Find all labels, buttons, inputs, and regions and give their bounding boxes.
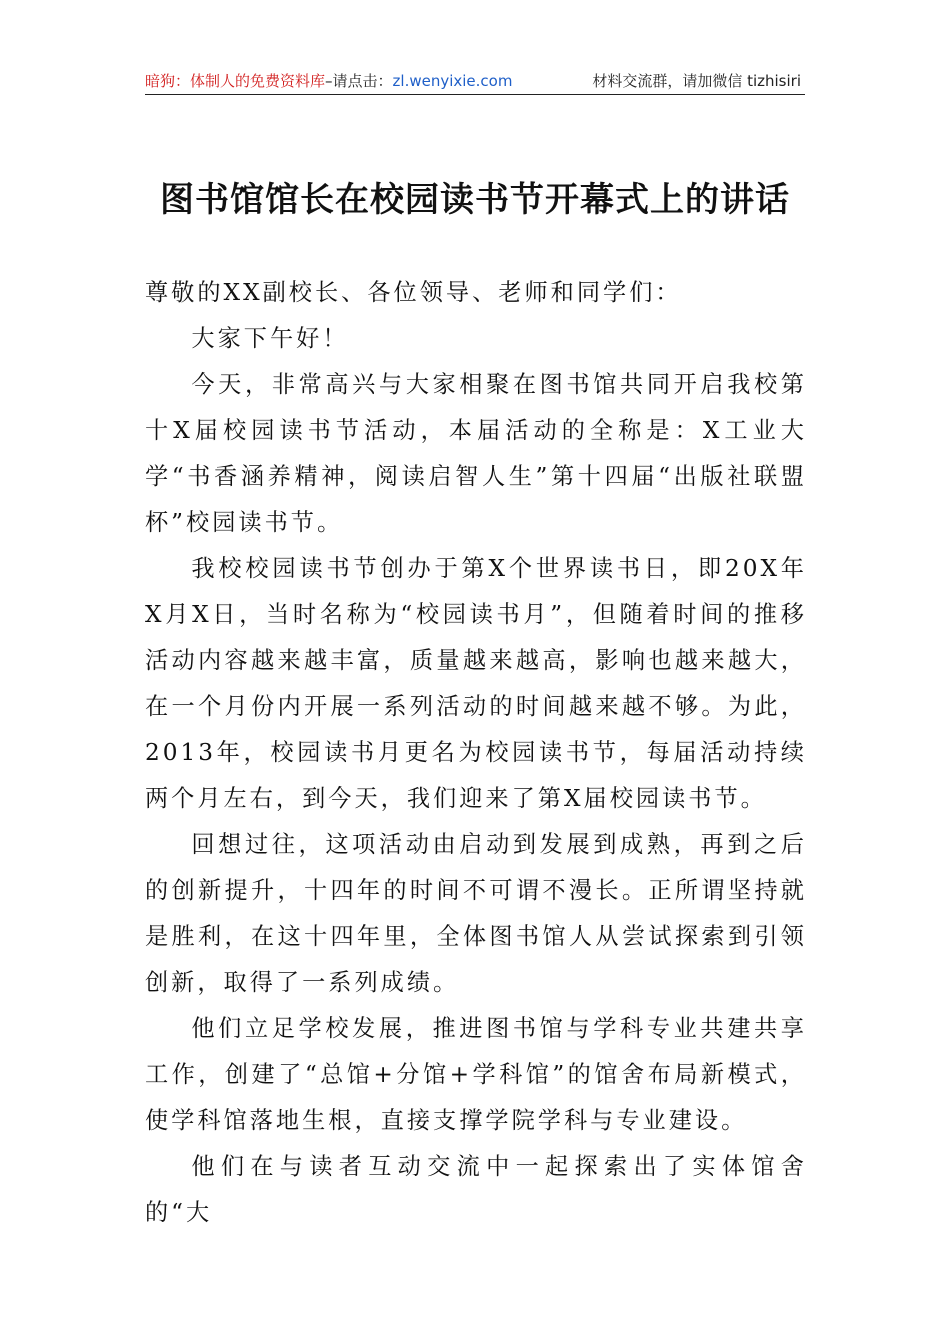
document-body [145,270,807,1236]
paragraph: 他们立足学校发展，推进图书馆与学科专业共建共享工作，创建了“总馆+分馆+学科馆”的馆舍布局新模式，使学科馆落地生根，直接支撑学院学科与专业建设。 [145,1015,807,1134]
contact-info: 材料交流群，请加微信 tizhisiri [592,72,801,90]
paragraph: 我校校园读书节创办于第X个世界读书日，即20X年X月X日，当时名称为“校园读书月”，但随着时间的推移活动内容越来越丰富，质量越来越高，影响也越来越大，在一个月份内开展一系列活动的时间越来越不够。为此，2013年，校园读书月更名为校园读书节，每届活动持续两个月左右，到今天，我们迎来了第X届校园读书节。 [145,555,807,812]
paragraph: 今天，非常高兴与大家相聚在图书馆共同开启我校第十X届校园读书节活动，本届活动的全称是：X工业大学“书香涵养精神，阅读启智人生”第十四届“出版社联盟杯”校园读书节。 [145,371,807,536]
click-prompt: –请点击： [325,72,393,90]
document-title: 图书馆馆长在校园读书节开幕式上的讲话 [160,180,790,220]
paragraph: 他们在与读者互动交流中一起探索出了实体馆舍的“大 [145,1153,807,1226]
site-link[interactable]: zl.wenyixie.com [392,72,513,90]
paragraph: 回想过往，这项活动由启动到发展到成熟，再到之后的创新提升，十四年的时间不可谓不漫长。正所谓坚持就是胜利，在这十四年里，全体图书馆人从尝试探索到引领创新，取得了一系列成绩。 [145,831,807,996]
salutation: 尊敬的XX副校长、各位领导、老师和同学们： [145,279,682,306]
page-header [145,70,805,95]
site-name: 暗狗：体制人的免费资料库 [145,72,326,90]
paragraph-greeting: 大家下午好！ [191,325,349,352]
